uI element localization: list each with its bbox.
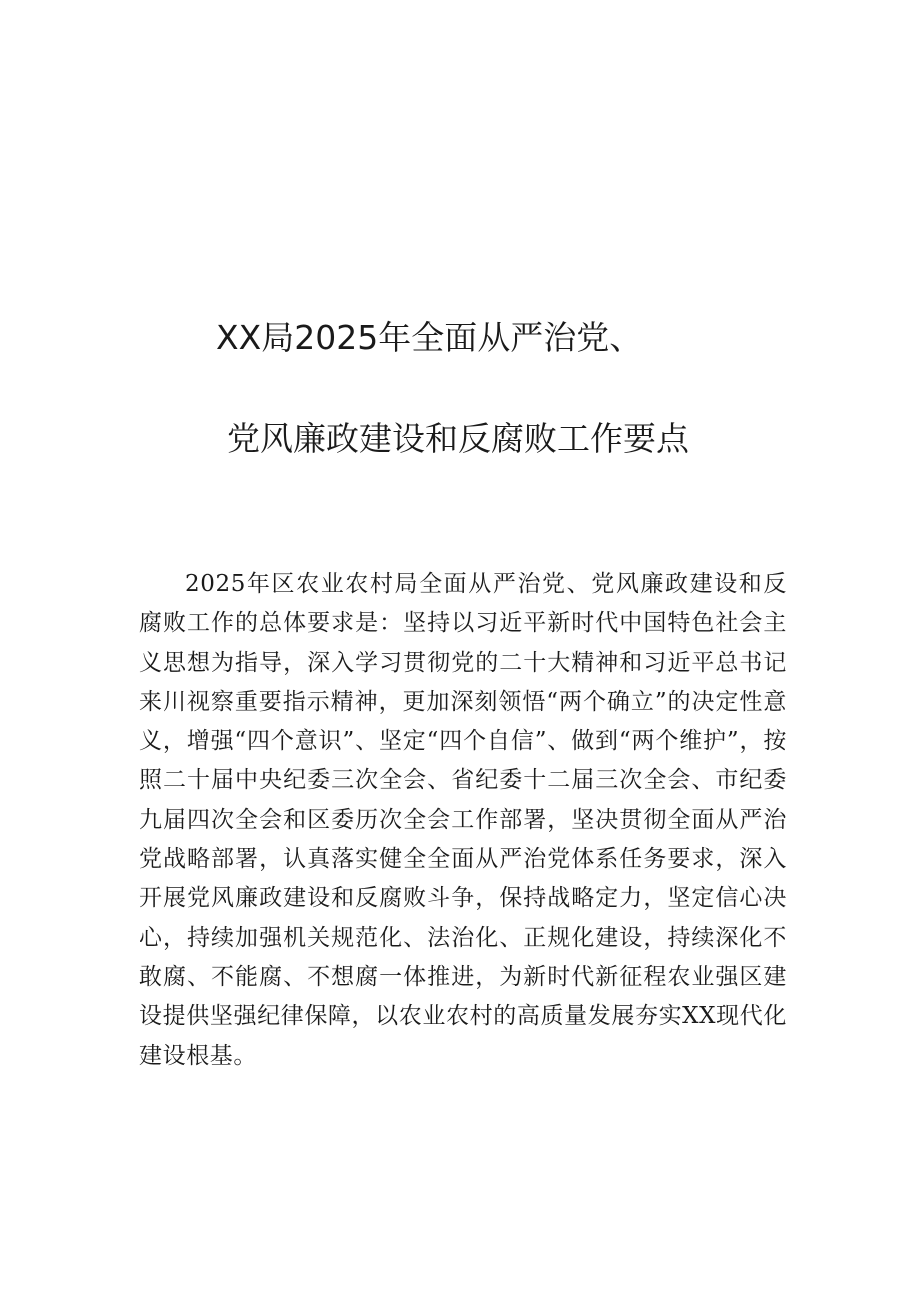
- body-paragraph: 2025年区农业农村局全面从严治党、党风廉政建设和反腐败工作的总体要求是：坚持以习近平新时代中国特色社会主义思想为指导，深入学习贯彻党的二十大精神和习近平总书记来川视察重要指示精神，更加深刻领悟“两个确立”的决定性意义，增强“四个意识”、坚定“四个自信”、做到“两个维护”，按照二十届中央纪委三次全会、省纪委十二届三次全会、市纪委九届四次全会和区委历次全会工作部署，坚决贯彻全面从严治党战略部署，认真落实健全全面从严治党体系任务要求，深入开展党风廉政建设和反腐败斗争，保持战略定力，坚定信心决心，持续加强机关规范化、法治化、正规化建设，持续深化不敢腐、不能腐、不想腐一体推进，为新时代新征程农业强区建设提供坚强纪律保障，以农业农村的高质量发展夯实XX现代化建设根基。: [139, 571, 787, 1069]
- document-title-line-1: XX局2025年全面从严治党、: [216, 318, 643, 357]
- document-title-line-2: 党风廉政建设和反腐败工作要点: [227, 419, 689, 458]
